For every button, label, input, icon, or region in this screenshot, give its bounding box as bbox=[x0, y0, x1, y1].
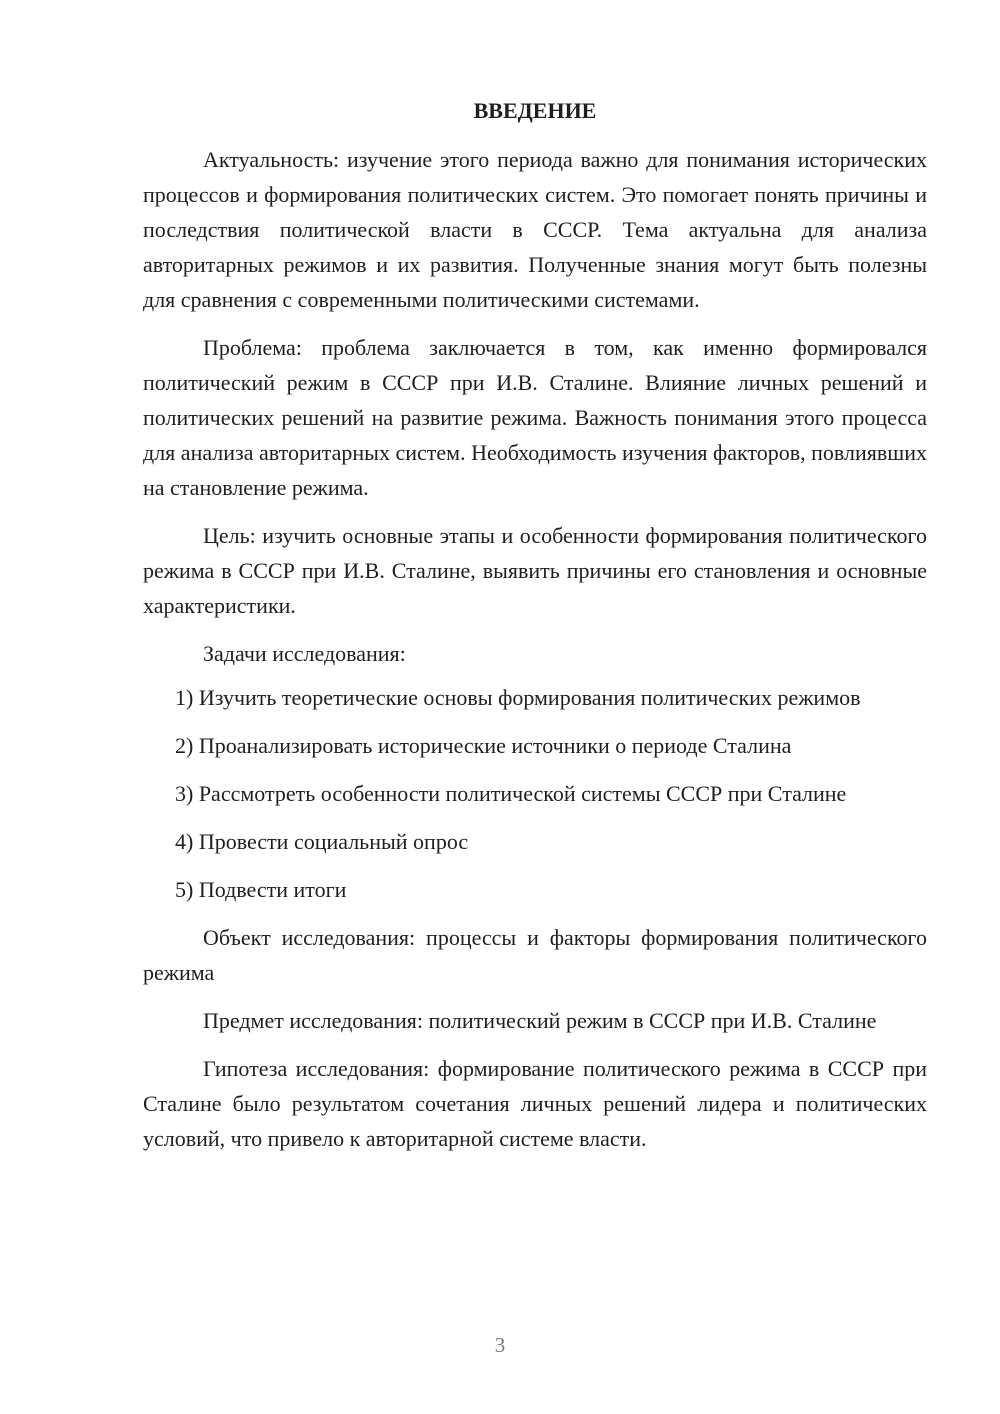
tasks-heading: Задачи исследования: bbox=[203, 641, 406, 666]
relevance-paragraph: Актуальность: изучение этого периода важно для понимания исторических процессов и формирования политических систем. Это помогает понять причины и последствия политической власти в СССР. Тема актуальна для анализа авторитарных режимов и их развития. Полученные знания могут быть полезны для сравнения с современными политическими системами. bbox=[143, 147, 927, 312]
object-paragraph: Объект исследования: процессы и факторы формирования политического режима bbox=[143, 925, 927, 985]
task-item-3: 3) Рассмотреть особенности политической системы СССР при Сталине bbox=[175, 781, 847, 806]
goal-paragraph: Цель: изучить основные этапы и особенности формирования политического режима в СССР при И.В. Сталине, выявить причины его становления и основные характеристики. bbox=[143, 523, 927, 618]
task-item-1: 1) Изучить теоретические основы формирования политических режимов bbox=[175, 685, 861, 710]
task-item-5: 5) Подвести итоги bbox=[175, 877, 347, 902]
task-item-4: 4) Провести социальный опрос bbox=[175, 829, 469, 854]
task-item-2: 2) Проанализировать исторические источники о периоде Сталина bbox=[175, 733, 792, 758]
section-title: ВВЕДЕНИЕ bbox=[473, 98, 597, 123]
page-number: 3 bbox=[494, 1333, 506, 1357]
problem-paragraph: Проблема: проблема заключается в том, как именно формировался политический режим в СССР при И.В. Сталине. Влияние личных решений и политических решений на развитие режима. Важность понимания этого процесса для анализа авторитарных систем. Необходимость изучения факторов, повлиявших на становление режима. bbox=[143, 335, 927, 500]
hypothesis-paragraph: Гипотеза исследования: формирование политического режима в СССР при Сталине было результатом сочетания личных решений лидера и политических условий, что привело к авторитарной системе власти. bbox=[143, 1056, 927, 1151]
document-body bbox=[143, 93, 927, 1169]
subject-paragraph: Предмет исследования: политический режим в СССР при И.В. Сталине bbox=[203, 1008, 877, 1033]
